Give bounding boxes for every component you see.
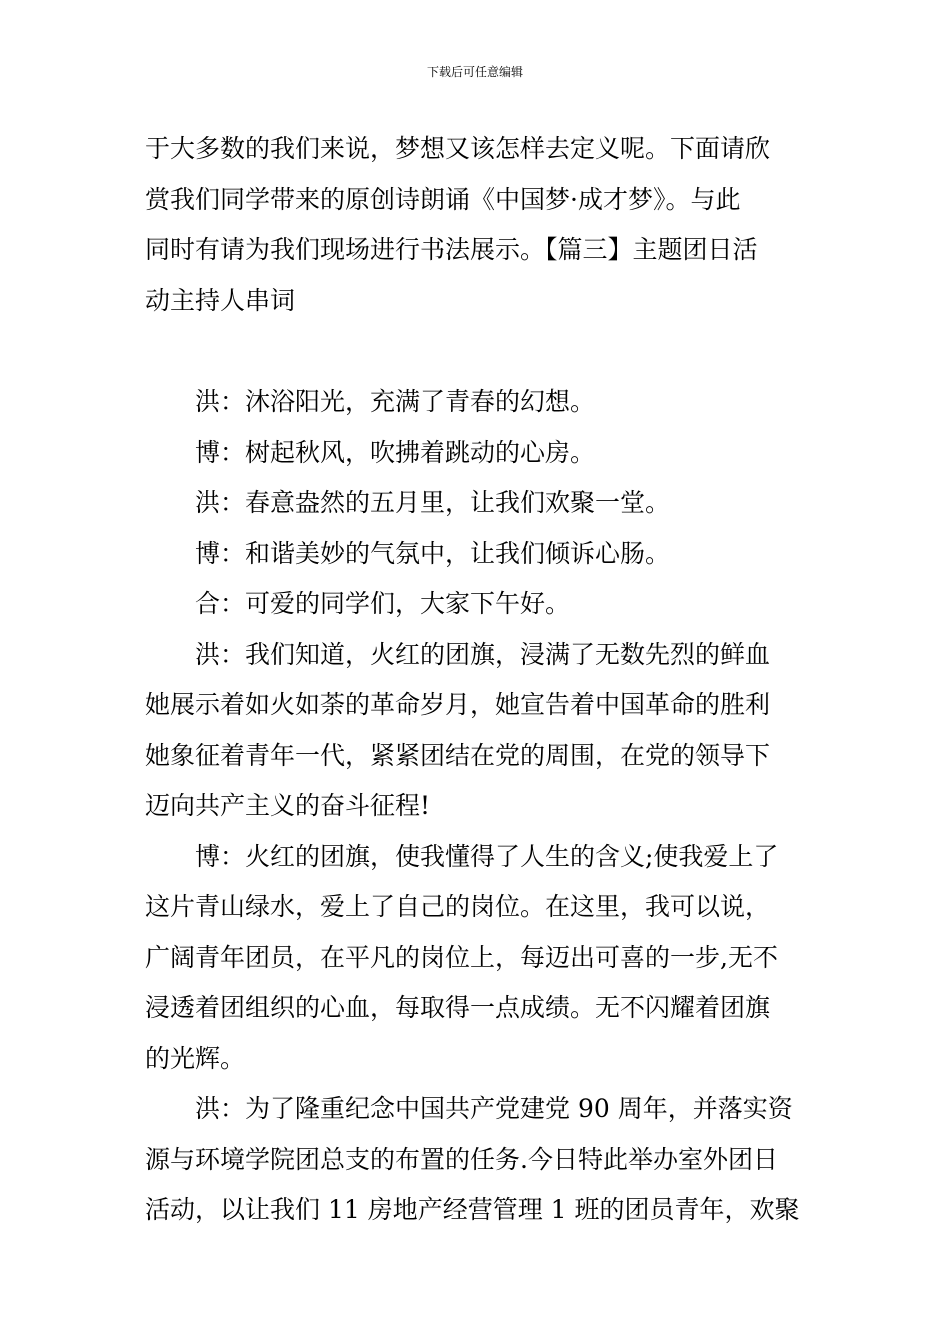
- text-line: 洪：我们知道，火红的团旗，浸满了无数先烈的鲜血: [195, 639, 771, 669]
- text-line: 博：火红的团旗，使我懂得了人生的含义;使我爱上了: [195, 841, 779, 871]
- text-line: 洪：沐浴阳光，充满了青春的幻想。: [195, 387, 596, 416]
- paragraph: [145, 579, 810, 630]
- text-line: 的光辉。: [145, 1043, 246, 1073]
- text-line: 源与环境学院团总支的布置的任务.今日特此举办室外团日: [145, 1144, 778, 1174]
- paragraph-gap: [145, 326, 810, 377]
- paragraph: [145, 630, 810, 832]
- paragraph: [145, 377, 810, 428]
- text-line: 迈向共产主义的奋斗征程!: [145, 791, 431, 820]
- paragraph: [145, 478, 810, 529]
- text-line: 浸透着团组织的心血，每取得一点成绩。无不闪耀着团旗: [145, 993, 771, 1022]
- text-line: 博：树起秋风，吹拂着跳动的心房。: [195, 437, 596, 467]
- text-line: 同时有请为我们现场进行书法展示。【篇三】主题团日活: [145, 235, 758, 264]
- text-line: 广阔青年团员，在平凡的岗位上，每迈出可喜的一步,无不: [145, 942, 778, 972]
- text-line: 博：和谐美妙的气氛中，让我们倾诉心肠。: [195, 538, 671, 568]
- paragraph: [145, 124, 810, 326]
- paragraph: [145, 1084, 810, 1236]
- text-line: 于大多数的我们来说，梦想又该怎样去定义呢。下面请欣: [145, 134, 771, 163]
- paragraph: [145, 832, 810, 1085]
- text-line: 赏我们同学带来的原创诗朗诵《中国梦·成才梦》。与此: [145, 184, 741, 214]
- text-line: 活动，以让我们 11 房地产经营管理 1 班的团员青年，欢聚: [145, 1195, 800, 1224]
- text-line: 洪：春意盎然的五月里，让我们欢聚一堂。: [195, 488, 671, 517]
- text-line: 这片青山绿水，爱上了自己的岗位。在这里，我可以说，: [145, 892, 771, 921]
- document-body: [145, 124, 810, 1236]
- text-line: 合：可爱的同学们，大家下午好。: [195, 589, 571, 618]
- text-line: 动主持人串词: [145, 285, 296, 315]
- paragraph: [145, 529, 810, 580]
- text-line: 她象征着青年一代，紧紧团结在党的周围，在党的领导下: [145, 740, 771, 770]
- text-line: 她展示着如火如荼的革命岁月，她宣告着中国革命的胜利: [145, 690, 771, 719]
- page-header: 下载后可任意编辑: [426, 65, 523, 79]
- text-line: 洪：为了隆重纪念中国共产党建党 90 周年，并落实资: [195, 1094, 793, 1123]
- paragraph: [145, 428, 810, 479]
